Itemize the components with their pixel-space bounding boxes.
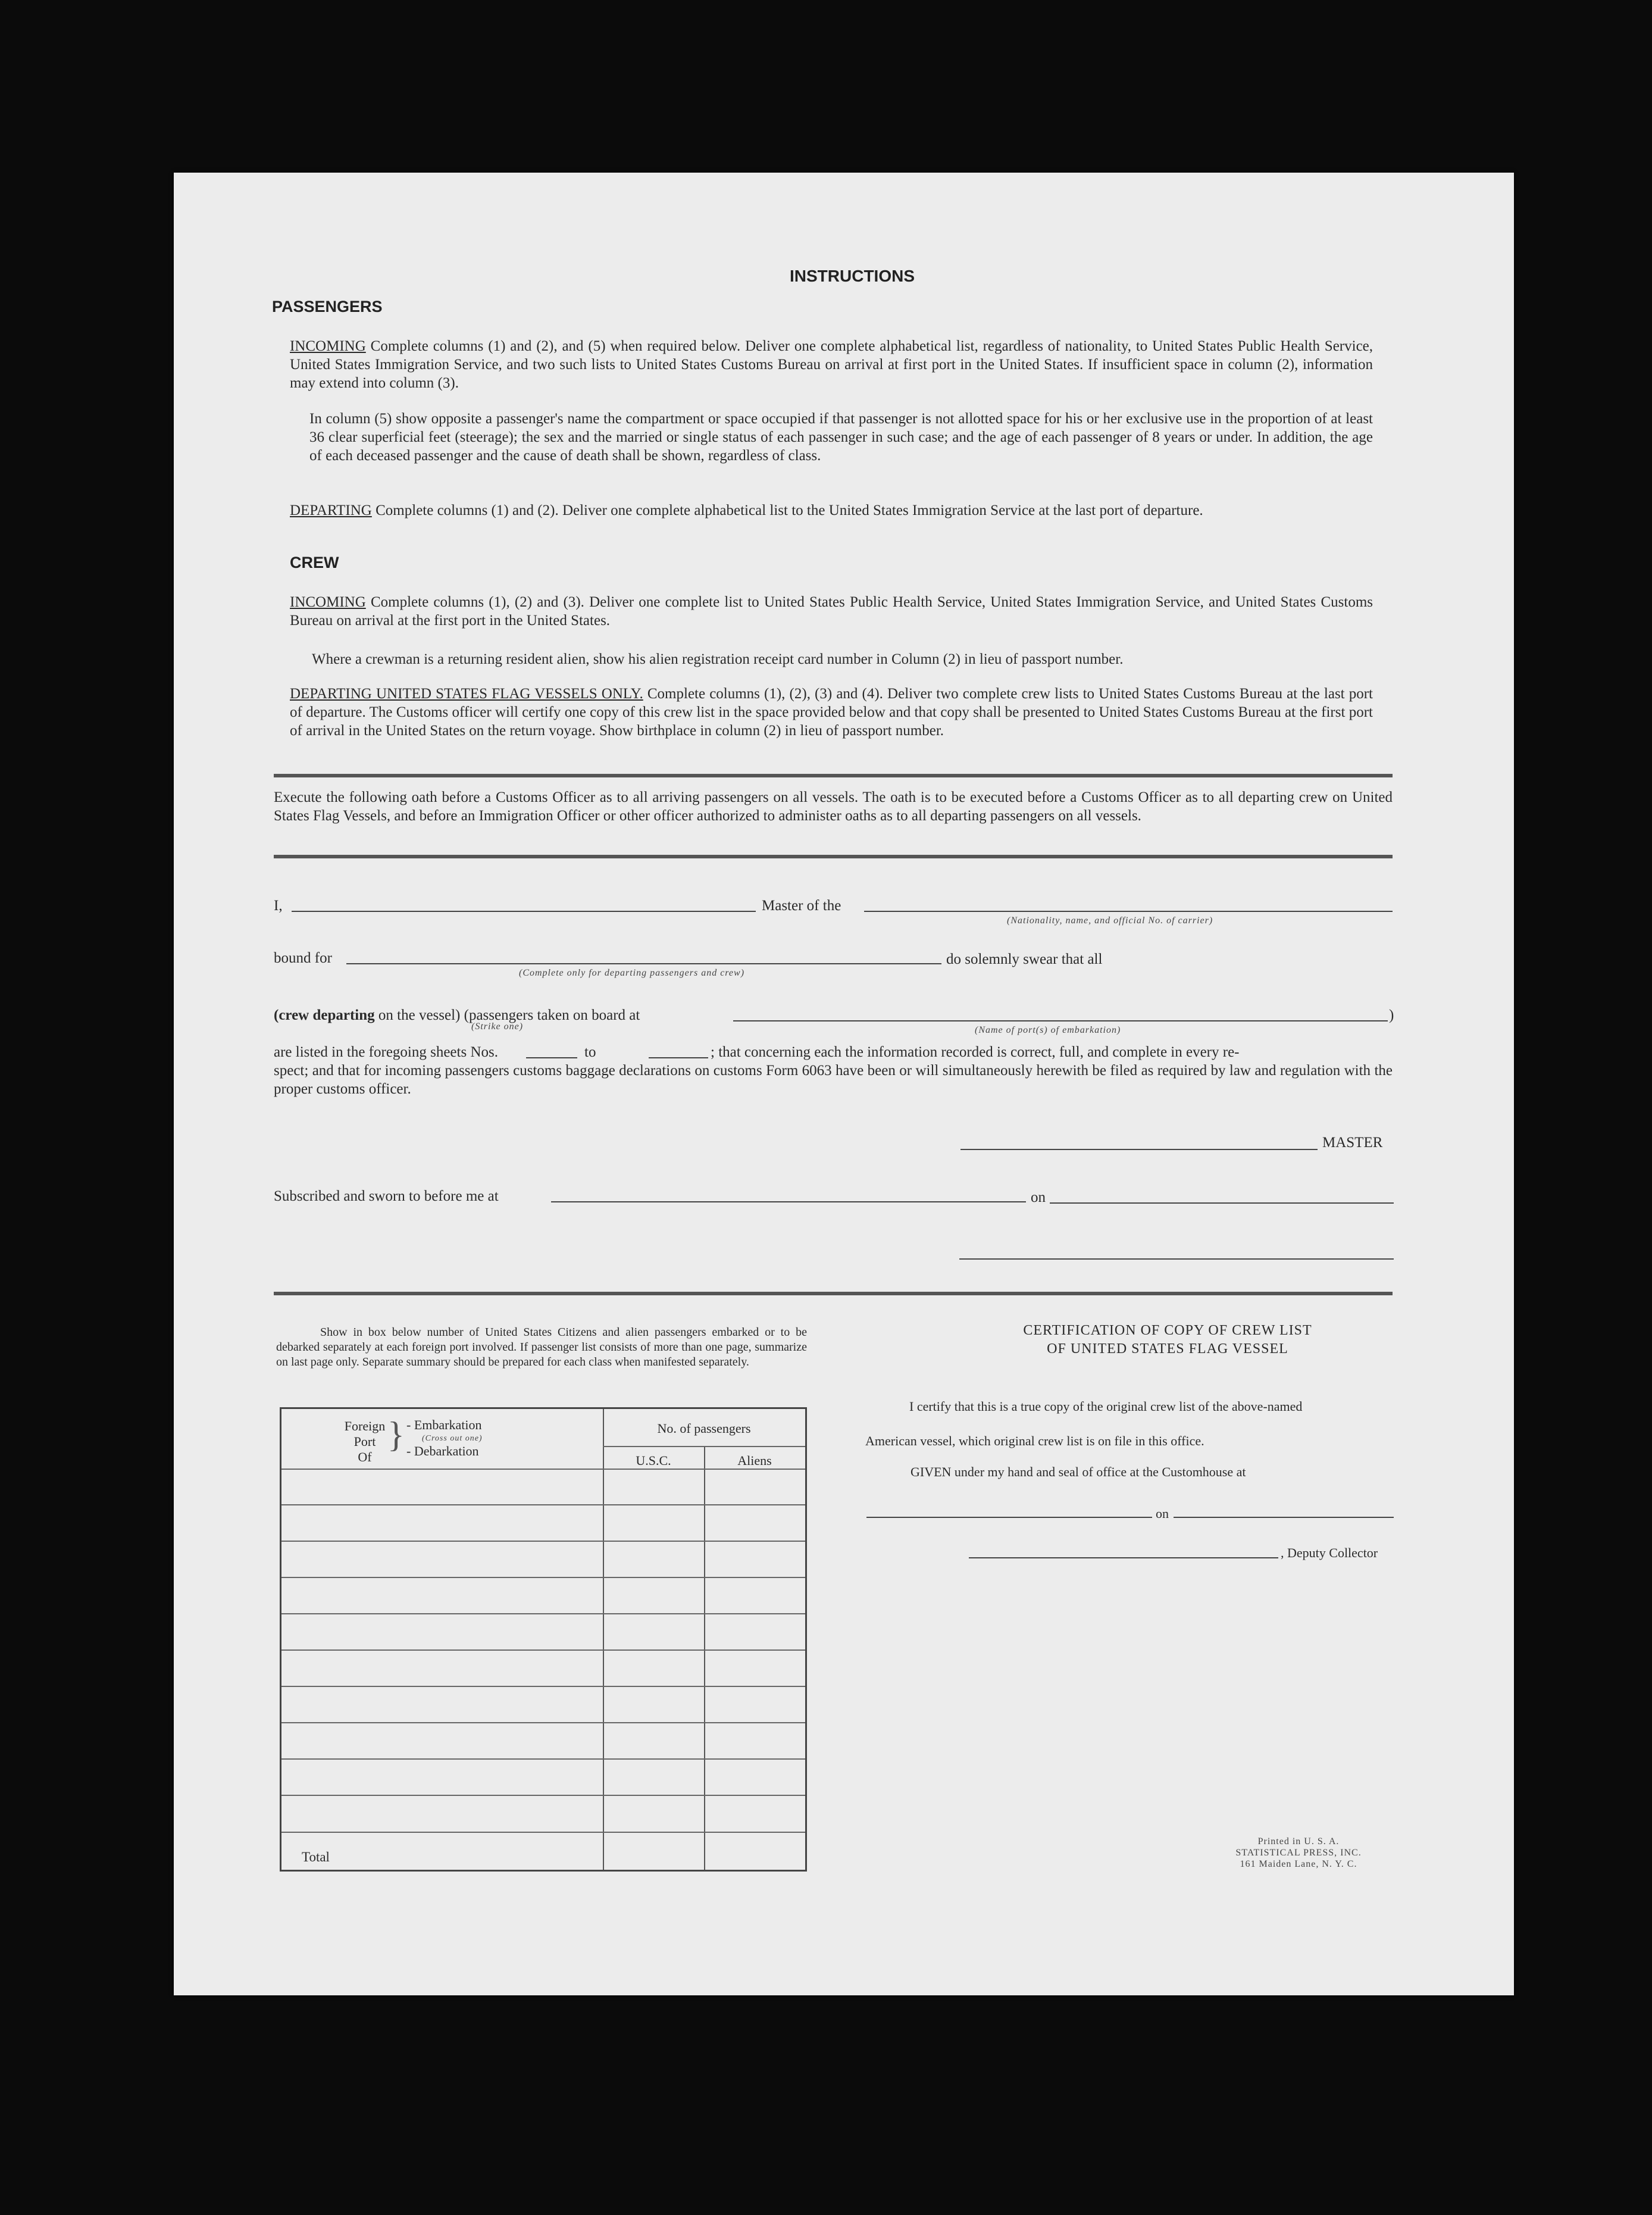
passengers-departing-label: DEPARTING — [290, 502, 372, 518]
foreign-label: Foreign — [344, 1419, 386, 1433]
crew-departing-paragraph — [290, 685, 1373, 740]
section-divider — [274, 855, 1393, 858]
section-divider — [274, 1292, 1393, 1295]
printer-imprint — [1209, 1836, 1388, 1870]
crew-heading: CREW — [290, 554, 339, 571]
certification-line-3: GIVEN under my hand and seal of office at the Customhouse at — [911, 1464, 1246, 1479]
subscribed-label: Subscribed and sworn to before me at — [274, 1188, 499, 1204]
printer-line-1: Printed in U. S. A. — [1257, 1836, 1340, 1847]
carrier-field[interactable] — [864, 911, 1393, 912]
on-the-vessel-text: on the vessel) — [378, 1007, 461, 1023]
nationality-caption: (Nationality, name, and official No. of carrier) — [1007, 916, 1213, 926]
customhouse-field[interactable] — [866, 1517, 1152, 1518]
master-signature-field[interactable] — [960, 1149, 1318, 1150]
passengers-incoming-paragraph — [290, 337, 1373, 392]
bound-for-field[interactable] — [346, 963, 941, 964]
crew-incoming-paragraph — [290, 593, 1373, 630]
certification-line-1: I certify that this is a true copy of the original crew list of the above-named — [909, 1399, 1303, 1414]
row-divider — [281, 1758, 805, 1760]
certification-title — [947, 1321, 1388, 1358]
embarkation-caption: (Name of port(s) of embarkation) — [975, 1025, 1121, 1035]
printer-line-2: STATISTICAL PRESS, INC. — [1235, 1848, 1362, 1858]
summary-intro: Show in box below number of United States Citizens and alien passengers embarked or to be debarked separately at each foreign port involved. If passenger list consists of more than one page, summarize on last page only. Separate summary should be prepared for each class when manifested separately. — [276, 1326, 807, 1369]
usc-header: U.S.C. — [636, 1453, 671, 1468]
no-passengers-header: No. of passengers — [657, 1421, 751, 1436]
crew-resident-text: Where a crewman is a returning resident alien, show his alien registration receipt card number in Column (2) in lieu of passport number. — [312, 651, 1124, 667]
passengers-incoming-text: Complete columns (1) and (2), and (5) when required below. Deliver one complete alphabetical list, regardless of nationality, to United States Public Health Service, United States Immigration Service, and two such lists to United States Customs Bureau on arrival at first port in the United States. If insufficient space in column (2), information may extend into column (3). — [290, 338, 1373, 391]
crew-departing-label: DEPARTING UNITED STATES FLAG VESSELS ONLY. — [290, 686, 643, 702]
column-divider — [704, 1447, 705, 1870]
sheets-label: are listed in the foregoing sheets Nos. — [274, 1044, 498, 1060]
of-label: Of — [358, 1449, 372, 1464]
row-divider — [281, 1504, 805, 1505]
row-divider — [281, 1577, 805, 1578]
brace-icon: } — [387, 1415, 405, 1454]
oath-statement-part1: ; that concerning each the information recorded is correct, full, and complete in every re- — [711, 1044, 1240, 1060]
sheet-to-field[interactable] — [649, 1057, 708, 1058]
port-header-label — [341, 1419, 389, 1465]
sworn-date-field[interactable] — [1050, 1202, 1394, 1204]
crew-incoming-text: Complete columns (1), (2) and (3). Deliver one complete list to United States Public Health Service, United States Immigration Service, and United States Customs Bureau on arrival at the first port in the United States. — [290, 594, 1373, 629]
crew-incoming-label: INCOMING — [290, 594, 366, 610]
port-label: Port — [353, 1434, 376, 1449]
cross-out-caption: (Cross out one) — [422, 1434, 483, 1443]
crew-departing-option[interactable]: (crew departing — [274, 1007, 375, 1023]
printer-line-3: 161 Maiden Lane, N. Y. C. — [1240, 1859, 1357, 1869]
row-divider — [281, 1795, 805, 1796]
master-name-field[interactable] — [292, 911, 756, 912]
row-divider — [281, 1722, 805, 1723]
row-divider — [281, 1649, 805, 1651]
oath-i-label: I, — [274, 898, 283, 914]
row-divider — [281, 1469, 805, 1470]
passengers-departing-text: Complete columns (1) and (2). Deliver one complete alphabetical list to the United States Immigration Service at the last port of departure. — [376, 502, 1203, 518]
certification-date-field[interactable] — [1174, 1517, 1394, 1518]
instructions-title: INSTRUCTIONS — [790, 267, 915, 285]
row-divider — [281, 1613, 805, 1614]
form-sheet — [174, 173, 1514, 1995]
passengers-taken-option[interactable]: (passengers taken on board at — [464, 1007, 640, 1023]
header-divider — [603, 1446, 805, 1447]
passengers-heading: PASSENGERS — [272, 298, 383, 315]
strike-one-caption: (Strike one) — [471, 1021, 524, 1032]
passengers-departing-paragraph — [290, 501, 1373, 520]
passengers-column5-text: In column (5) show opposite a passenger's name the compartment or space occupied if that passenger is not allotted space for his or her exclusive use in the proportion of at least 36 clear superficial feet (steerage); the sex and the married or single status of each passenger in such case; and the age of each passenger of 8 years or under. In addition, the age of each deceased passenger and the cause of death shall be shown, regardless of class. — [309, 411, 1373, 464]
total-label: Total — [302, 1850, 330, 1864]
swear-text: do solemnly swear that all — [946, 951, 1103, 967]
column-divider — [603, 1409, 604, 1870]
summary-table — [280, 1407, 807, 1872]
master-label: MASTER — [1322, 1135, 1383, 1151]
certification-title-line2: OF UNITED STATES FLAG VESSEL — [1047, 1341, 1288, 1357]
master-of-label: Master of the — [762, 898, 841, 914]
departing-caption: (Complete only for departing passengers and crew) — [519, 968, 745, 978]
crew-departing-text: Complete columns (1), (2), (3) and (4). Deliver two complete crew lists to United States Customs Bureau at the last port of departure. The Customs officer will certify one copy of this crew list in the space provided below and that copy shall be presented to United States Customs Bureau at the first port of arrival in the United States on the return voyage. Show birthplace in column (2) in lieu of passport number. — [290, 686, 1373, 739]
embarkation-option[interactable]: - Embarkation — [406, 1417, 482, 1432]
close-paren: ) — [1389, 1007, 1394, 1023]
deputy-signature-field[interactable] — [969, 1557, 1278, 1558]
bound-for-label: bound for — [274, 950, 332, 966]
certification-line-2: American vessel, which original crew list is on file in this office. — [865, 1433, 1204, 1448]
debarkation-option[interactable]: - Debarkation — [406, 1444, 479, 1458]
sheets-to-label: to — [584, 1044, 596, 1060]
deputy-collector-label: , Deputy Collector — [1281, 1545, 1378, 1560]
sheet-from-field[interactable] — [526, 1057, 577, 1058]
officer-signature-field[interactable] — [959, 1258, 1394, 1260]
certification-title-line1: CERTIFICATION OF COPY OF CREW LIST — [1023, 1323, 1312, 1338]
oath-strike-line — [274, 1006, 640, 1024]
row-divider — [281, 1832, 805, 1833]
sworn-on-label: on — [1031, 1189, 1046, 1205]
section-divider — [274, 774, 1393, 777]
row-divider — [281, 1686, 805, 1687]
passengers-incoming-label: INCOMING — [290, 338, 366, 354]
certification-on-label: on — [1156, 1506, 1169, 1521]
oath-intro: Execute the following oath before a Customs Officer as to all arriving passengers on all vessels. The oath is to be executed before a Customs Officer as to all departing crew on United States Flag Vessels, and before an Immigration Officer or other officer authorized to administer oaths as to all departing passengers on all vessels. — [274, 789, 1393, 824]
oath-statement-part2: spect; and that for incoming passengers customs baggage declarations on customs Form 6063 have been or will simultaneously herewith be filed as required by law and regulation with the proper customs officer. — [274, 1063, 1393, 1097]
sworn-place-field[interactable] — [551, 1201, 1026, 1202]
embarkation-port-field[interactable] — [733, 1020, 1388, 1021]
aliens-header: Aliens — [737, 1453, 772, 1468]
row-divider — [281, 1541, 805, 1542]
